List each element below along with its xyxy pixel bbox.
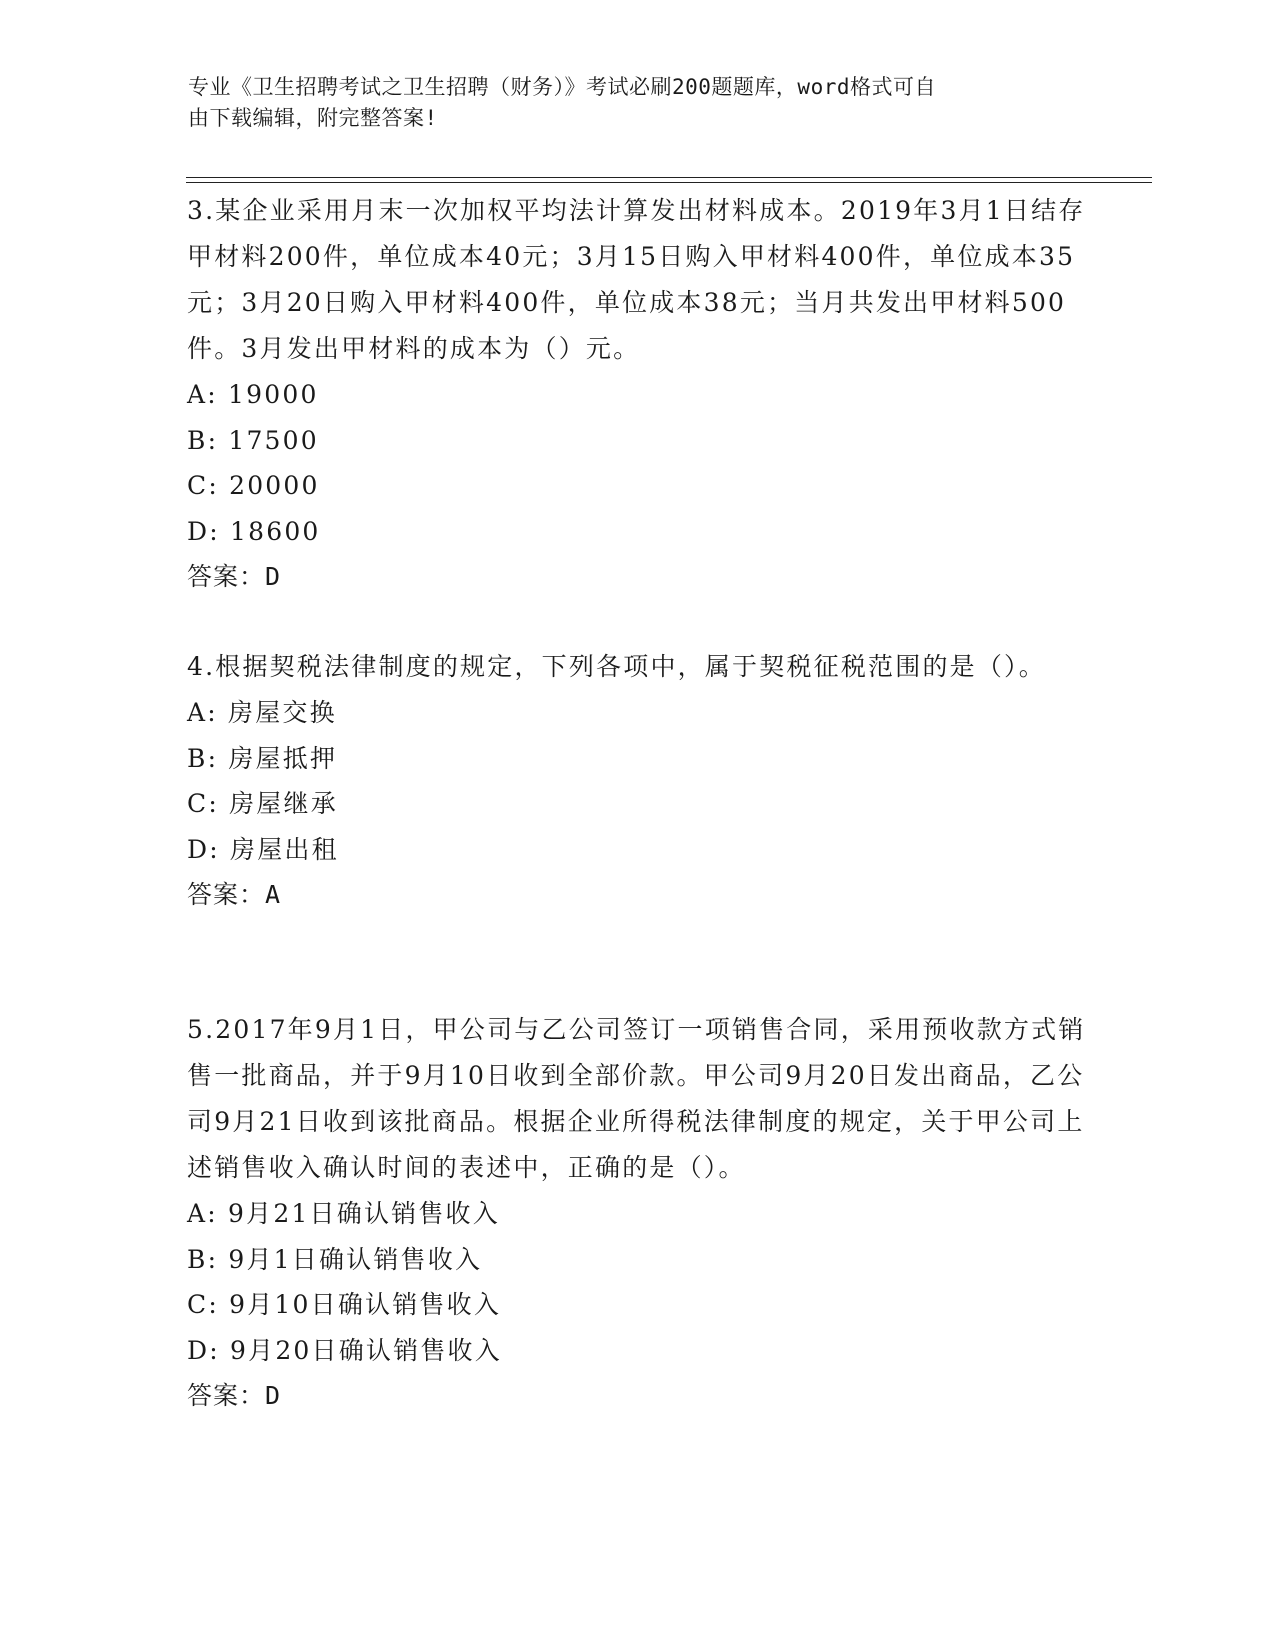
question-stem: 5.2017年9月1日，甲公司与乙公司签订一项销售合同，采用预收款方式销售一批商品，并于9月10日收到全部价款。甲公司9月20日发出商品，乙公司9月21日收到该批商品。根据企业所得税法律制度的规定，关于甲公司上述销售收入确认时间的表述中，正确的是（）。: [187, 1015, 1086, 1182]
option-b: B: 房屋抵押: [187, 743, 338, 773]
option-a: A: 房屋交换: [187, 698, 337, 727]
answer: 答案：D: [187, 562, 282, 591]
answer: 答案：A: [187, 880, 282, 909]
option-a: A: 9月21日确认销售收入: [187, 1199, 500, 1228]
header-line-1: 专业《卫生招聘考试之卫生招聘（财务）》考试必刷200题题库，word格式可自: [188, 75, 936, 99]
option-d: D: 房屋出租: [187, 834, 339, 864]
header-divider-top: [186, 177, 1152, 178]
option-c: C: 20000: [187, 471, 320, 500]
option-d: D: 9月20日确认销售收入: [187, 1335, 502, 1365]
option-b: B: 17500: [187, 425, 319, 455]
header-divider-bottom: [186, 182, 1152, 183]
question-stem: 3.某企业采用月末一次加权平均法计算发出材料成本。2019年3月1日结存甲材料200件，单位成本40元；3月15日购入甲材料400件，单位成本35元；3月20日购入甲材料400件，单位成本38元；当月共发出甲材料500件。3月发出甲材料的成本为（）元。: [187, 196, 1086, 363]
question-5: [187, 1007, 1087, 1419]
option-a: A: 19000: [187, 380, 319, 409]
option-b: B: 9月1日确认销售收入: [187, 1244, 483, 1274]
question-4: [187, 644, 1087, 918]
header-line-2: 由下载编辑，附完整答案!: [188, 106, 438, 130]
option-c: C: 房屋继承: [187, 789, 338, 818]
question-stem: 4.根据契税法律制度的规定，下列各项中，属于契税征税范围的是（）。: [187, 652, 1046, 681]
answer: 答案：D: [187, 1381, 282, 1410]
option-d: D: 18600: [187, 516, 321, 546]
question-3: [187, 188, 1087, 600]
document-header: [188, 72, 1088, 134]
option-c: C: 9月10日确认销售收入: [187, 1290, 502, 1319]
